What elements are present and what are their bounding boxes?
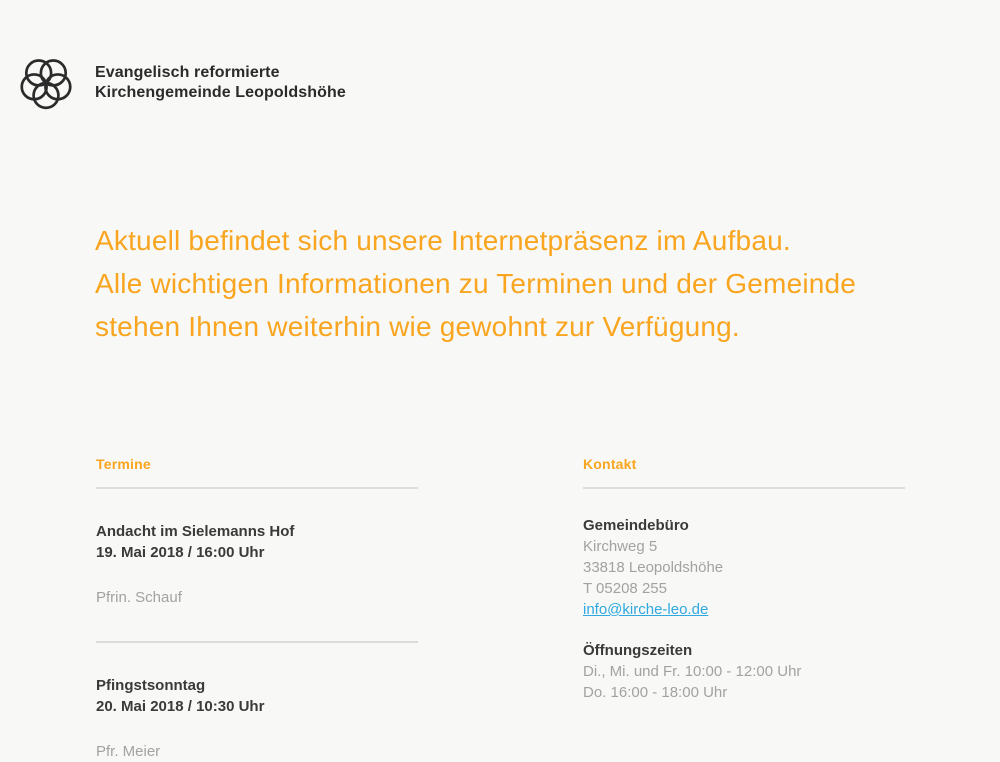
- notice-line-1: Aktuell befindet sich unsere Internetpräsenz im Aufbau.: [95, 225, 791, 256]
- opening-hours-line1: Di., Mi. und Fr. 10:00 - 12:00 Uhr: [583, 663, 802, 680]
- event-datetime: 19. Mai 2018 / 16:00 Uhr: [96, 544, 265, 561]
- event-person: Pfrin. Schauf: [96, 589, 182, 606]
- termine-heading: Termine: [96, 456, 151, 472]
- org-name-line1: Evangelisch reformierte: [95, 64, 280, 81]
- office-contact-block: [583, 515, 905, 620]
- divider: [96, 487, 418, 489]
- opening-hours-block: [583, 640, 905, 703]
- kontakt-heading: Kontakt: [583, 456, 637, 472]
- construction-notice: [95, 219, 935, 348]
- divider: [583, 487, 905, 489]
- event-item: [96, 521, 418, 608]
- office-city: 33818 Leopoldshöhe: [583, 559, 724, 576]
- office-street: Kirchweg 5: [583, 538, 658, 555]
- opening-hours-heading: Öffnungszeiten: [583, 642, 693, 659]
- event-title: Andacht im Sielemanns Hof: [96, 523, 295, 540]
- rosette-flower-icon: [14, 56, 78, 110]
- org-name: [95, 63, 346, 103]
- divider: [96, 641, 418, 643]
- event-datetime: 20. Mai 2018 / 10:30 Uhr: [96, 698, 265, 715]
- opening-hours-line2: Do. 16:00 - 18:00 Uhr: [583, 684, 728, 701]
- email-link[interactable]: info@kirche-leo.de: [583, 601, 709, 618]
- office-phone: T 05208 255: [583, 580, 667, 597]
- termine-section: [96, 456, 418, 762]
- event-title: Pfingstsonntag: [96, 677, 206, 694]
- event-person: Pfr. Meier: [96, 743, 161, 760]
- event-item: [96, 675, 418, 762]
- notice-line-3: stehen Ihnen weiterhin wie gewohnt zur Verfügung.: [95, 311, 740, 342]
- site-header: [14, 56, 346, 110]
- kontakt-section: [583, 456, 905, 703]
- notice-line-2: Alle wichtigen Informationen zu Terminen und der Gemeinde: [95, 268, 857, 299]
- content-columns: [96, 456, 905, 760]
- office-name: Gemeindebüro: [583, 517, 689, 534]
- org-name-line2: Kirchengemeinde Leopoldshöhe: [95, 84, 346, 101]
